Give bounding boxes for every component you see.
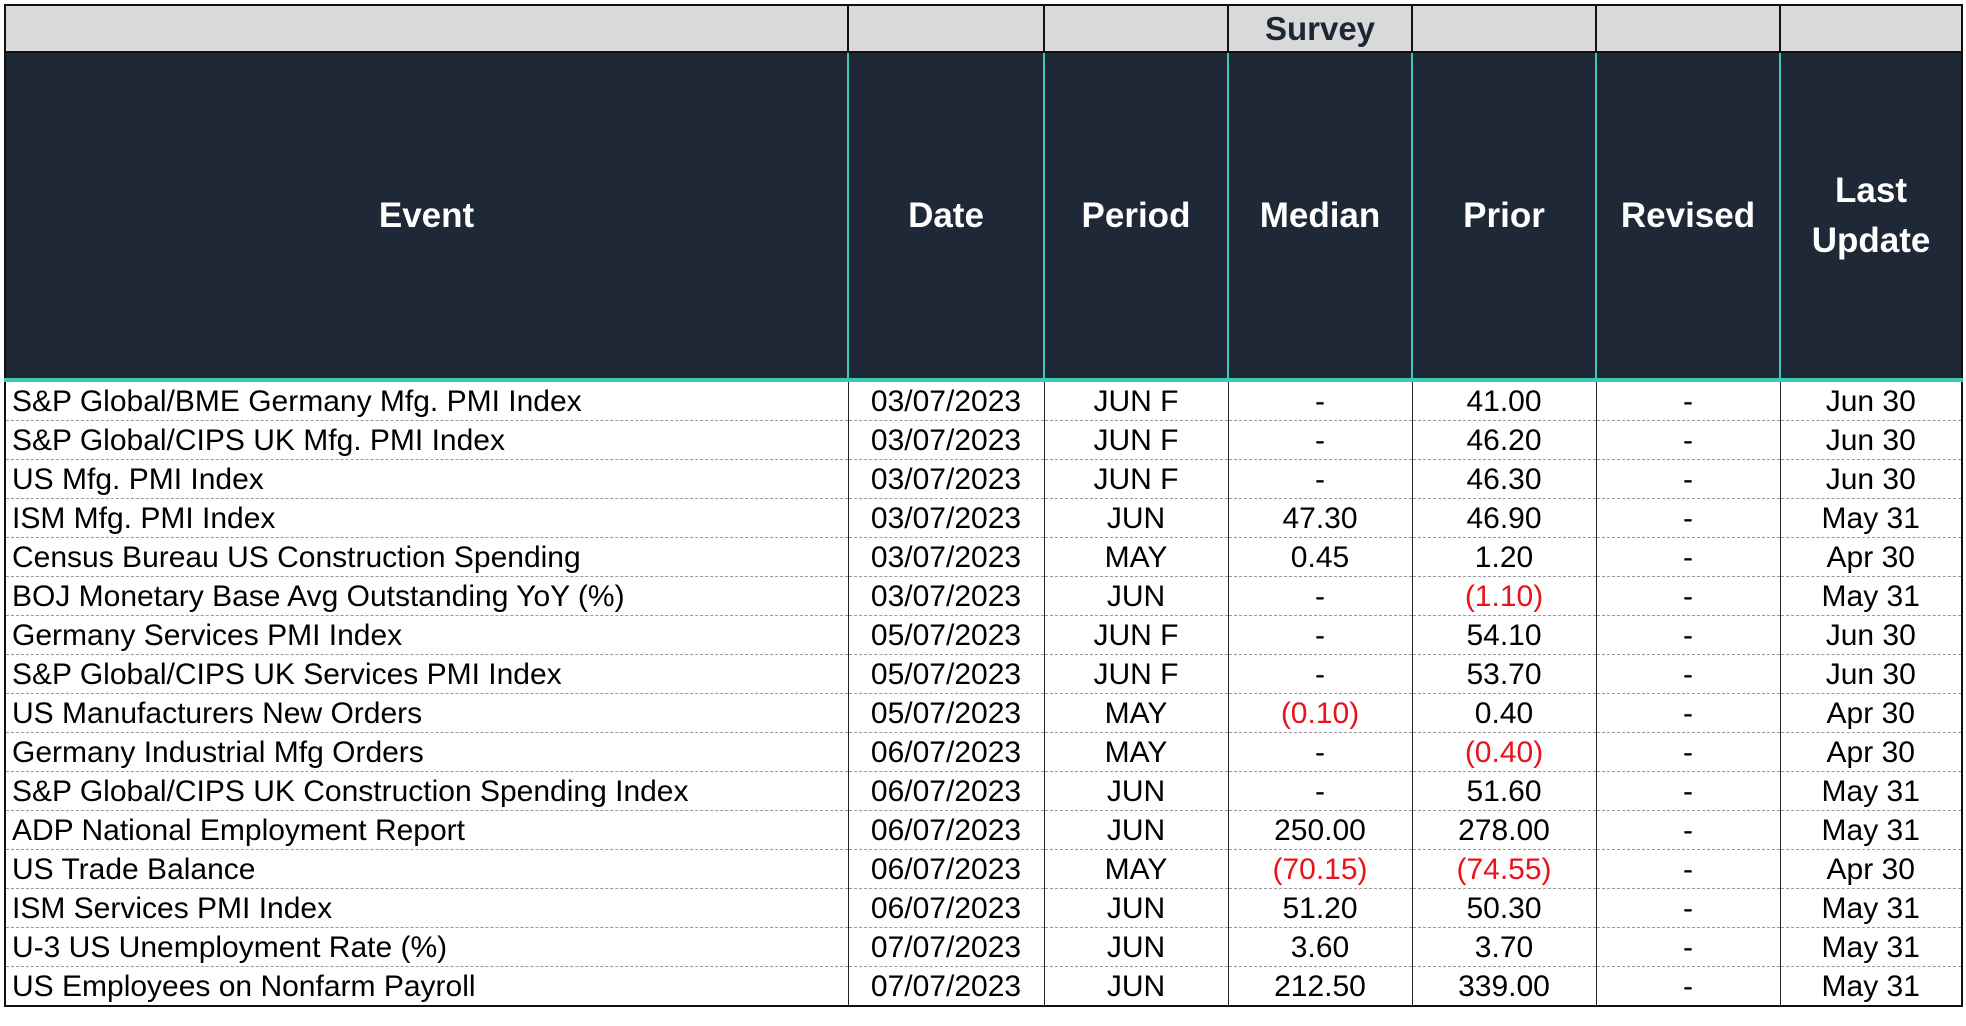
- cell-event: S&P Global/CIPS UK Services PMI Index: [5, 655, 848, 694]
- cell-last-update: Jun 30: [1780, 655, 1962, 694]
- cell-event: US Mfg. PMI Index: [5, 460, 848, 499]
- cell-revised: -: [1596, 380, 1780, 421]
- cell-date: 06/07/2023: [848, 889, 1044, 928]
- cell-date: 05/07/2023: [848, 655, 1044, 694]
- table-row: [5, 538, 1962, 577]
- cell-last-update: May 31: [1780, 772, 1962, 811]
- cell-prior: 0.40: [1412, 694, 1596, 733]
- cell-last-update: Jun 30: [1780, 421, 1962, 460]
- cell-event: US Employees on Nonfarm Payroll: [5, 967, 848, 1007]
- cell-event: Germany Services PMI Index: [5, 616, 848, 655]
- group-header-cell-empty: [1412, 5, 1596, 52]
- cell-period: JUN F: [1044, 460, 1228, 499]
- cell-date: 03/07/2023: [848, 499, 1044, 538]
- cell-event: Census Bureau US Construction Spending: [5, 538, 848, 577]
- cell-event: ADP National Employment Report: [5, 811, 848, 850]
- cell-period: JUN F: [1044, 421, 1228, 460]
- cell-last-update: Apr 30: [1780, 850, 1962, 889]
- cell-prior: 339.00: [1412, 967, 1596, 1007]
- cell-date: 03/07/2023: [848, 380, 1044, 421]
- cell-period: MAY: [1044, 850, 1228, 889]
- cell-date: 06/07/2023: [848, 733, 1044, 772]
- cell-prior: (74.55): [1412, 850, 1596, 889]
- column-header-last-update-line2: Update: [1811, 220, 1931, 260]
- table-row: [5, 460, 1962, 499]
- cell-date: 07/07/2023: [848, 928, 1044, 967]
- cell-median: -: [1228, 421, 1412, 460]
- table-row: [5, 733, 1962, 772]
- cell-event: ISM Mfg. PMI Index: [5, 499, 848, 538]
- table-body: [5, 380, 1962, 1006]
- cell-period: JUN: [1044, 577, 1228, 616]
- column-header-last-update-line1: Last: [1835, 170, 1907, 210]
- cell-event: US Manufacturers New Orders: [5, 694, 848, 733]
- cell-period: JUN: [1044, 967, 1228, 1007]
- cell-median: -: [1228, 616, 1412, 655]
- cell-last-update: May 31: [1780, 889, 1962, 928]
- cell-revised: -: [1596, 928, 1780, 967]
- cell-last-update: May 31: [1780, 928, 1962, 967]
- group-header-cell-empty: [1780, 5, 1962, 52]
- cell-last-update: Jun 30: [1780, 616, 1962, 655]
- cell-revised: -: [1596, 577, 1780, 616]
- cell-event: S&P Global/CIPS UK Construction Spending Index: [5, 772, 848, 811]
- cell-last-update: Apr 30: [1780, 733, 1962, 772]
- table-row: [5, 694, 1962, 733]
- cell-date: 07/07/2023: [848, 967, 1044, 1007]
- column-header-last-update: [1780, 52, 1962, 380]
- group-header-cell-empty: [1044, 5, 1228, 52]
- cell-prior: 278.00: [1412, 811, 1596, 850]
- table-row: [5, 928, 1962, 967]
- cell-revised: -: [1596, 421, 1780, 460]
- table-row: [5, 380, 1962, 421]
- cell-median: (0.10): [1228, 694, 1412, 733]
- cell-revised: -: [1596, 889, 1780, 928]
- column-header-median: Median: [1228, 52, 1412, 380]
- cell-revised: -: [1596, 460, 1780, 499]
- cell-last-update: May 31: [1780, 811, 1962, 850]
- cell-date: 06/07/2023: [848, 772, 1044, 811]
- cell-median: 250.00: [1228, 811, 1412, 850]
- cell-event: US Trade Balance: [5, 850, 848, 889]
- cell-date: 03/07/2023: [848, 538, 1044, 577]
- table-row: [5, 850, 1962, 889]
- table-row: [5, 811, 1962, 850]
- column-header-period: Period: [1044, 52, 1228, 380]
- cell-period: MAY: [1044, 733, 1228, 772]
- cell-event: BOJ Monetary Base Avg Outstanding YoY (%): [5, 577, 848, 616]
- cell-revised: -: [1596, 772, 1780, 811]
- survey-group-header: Survey: [1228, 5, 1412, 52]
- economic-calendar-sheet: [4, 4, 1961, 1007]
- cell-date: 06/07/2023: [848, 850, 1044, 889]
- table-row: [5, 421, 1962, 460]
- cell-median: 0.45: [1228, 538, 1412, 577]
- cell-prior: (1.10): [1412, 577, 1596, 616]
- cell-revised: -: [1596, 616, 1780, 655]
- cell-last-update: Apr 30: [1780, 694, 1962, 733]
- cell-period: MAY: [1044, 538, 1228, 577]
- cell-period: MAY: [1044, 694, 1228, 733]
- cell-last-update: May 31: [1780, 967, 1962, 1007]
- cell-revised: -: [1596, 655, 1780, 694]
- table-row: [5, 655, 1962, 694]
- cell-date: 03/07/2023: [848, 421, 1044, 460]
- group-header-cell-empty: [848, 5, 1044, 52]
- cell-event: S&P Global/CIPS UK Mfg. PMI Index: [5, 421, 848, 460]
- cell-median: -: [1228, 772, 1412, 811]
- cell-median: 212.50: [1228, 967, 1412, 1007]
- cell-median: 3.60: [1228, 928, 1412, 967]
- cell-median: -: [1228, 460, 1412, 499]
- cell-prior: 3.70: [1412, 928, 1596, 967]
- cell-event: U-3 US Unemployment Rate (%): [5, 928, 848, 967]
- table-row: [5, 967, 1962, 1007]
- economic-calendar-table: [4, 4, 1963, 1007]
- column-header-event: Event: [5, 52, 848, 380]
- table-row: [5, 577, 1962, 616]
- cell-period: JUN: [1044, 811, 1228, 850]
- cell-revised: -: [1596, 811, 1780, 850]
- cell-period: JUN F: [1044, 380, 1228, 421]
- cell-prior: 41.00: [1412, 380, 1596, 421]
- cell-last-update: Jun 30: [1780, 380, 1962, 421]
- cell-event: S&P Global/BME Germany Mfg. PMI Index: [5, 380, 848, 421]
- cell-prior: 51.60: [1412, 772, 1596, 811]
- group-header-row: [5, 5, 1962, 52]
- cell-last-update: May 31: [1780, 577, 1962, 616]
- cell-median: 47.30: [1228, 499, 1412, 538]
- group-header-cell-empty: [1596, 5, 1780, 52]
- cell-date: 05/07/2023: [848, 694, 1044, 733]
- cell-event: ISM Services PMI Index: [5, 889, 848, 928]
- cell-prior: (0.40): [1412, 733, 1596, 772]
- column-header-prior: Prior: [1412, 52, 1596, 380]
- cell-period: JUN: [1044, 499, 1228, 538]
- cell-prior: 46.20: [1412, 421, 1596, 460]
- cell-revised: -: [1596, 733, 1780, 772]
- table-row: [5, 772, 1962, 811]
- cell-period: JUN: [1044, 889, 1228, 928]
- cell-last-update: May 31: [1780, 499, 1962, 538]
- cell-revised: -: [1596, 967, 1780, 1007]
- cell-prior: 54.10: [1412, 616, 1596, 655]
- column-header-revised: Revised: [1596, 52, 1780, 380]
- column-header-row: [5, 52, 1962, 380]
- cell-event: Germany Industrial Mfg Orders: [5, 733, 848, 772]
- cell-prior: 46.30: [1412, 460, 1596, 499]
- cell-revised: -: [1596, 694, 1780, 733]
- cell-revised: -: [1596, 538, 1780, 577]
- cell-period: JUN: [1044, 772, 1228, 811]
- cell-median: 51.20: [1228, 889, 1412, 928]
- cell-date: 06/07/2023: [848, 811, 1044, 850]
- cell-prior: 46.90: [1412, 499, 1596, 538]
- cell-prior: 53.70: [1412, 655, 1596, 694]
- cell-last-update: Jun 30: [1780, 460, 1962, 499]
- cell-date: 05/07/2023: [848, 616, 1044, 655]
- cell-revised: -: [1596, 499, 1780, 538]
- cell-period: JUN F: [1044, 616, 1228, 655]
- column-header-date: Date: [848, 52, 1044, 380]
- table-row: [5, 889, 1962, 928]
- cell-date: 03/07/2023: [848, 460, 1044, 499]
- cell-last-update: Apr 30: [1780, 538, 1962, 577]
- cell-prior: 1.20: [1412, 538, 1596, 577]
- cell-median: -: [1228, 733, 1412, 772]
- table-row: [5, 616, 1962, 655]
- cell-median: -: [1228, 655, 1412, 694]
- cell-median: (70.15): [1228, 850, 1412, 889]
- cell-median: -: [1228, 380, 1412, 421]
- table-row: [5, 499, 1962, 538]
- cell-median: -: [1228, 577, 1412, 616]
- cell-date: 03/07/2023: [848, 577, 1044, 616]
- cell-period: JUN: [1044, 928, 1228, 967]
- group-header-cell-empty: [5, 5, 848, 52]
- cell-period: JUN F: [1044, 655, 1228, 694]
- cell-revised: -: [1596, 850, 1780, 889]
- cell-prior: 50.30: [1412, 889, 1596, 928]
